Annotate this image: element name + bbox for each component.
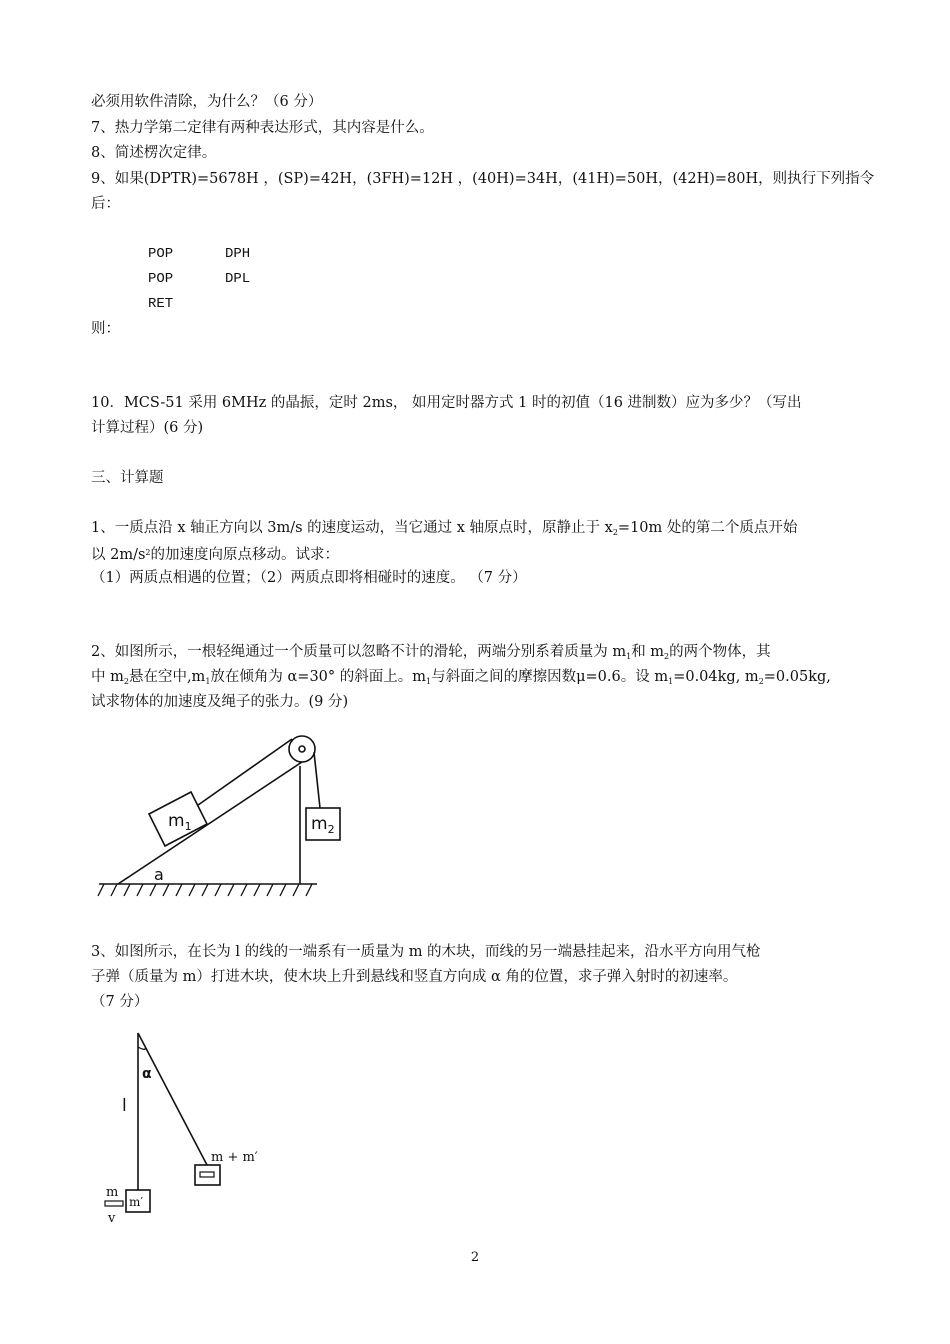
- block-combined: [195, 1165, 220, 1185]
- pulley-axle: [299, 746, 305, 752]
- code-op-1: POP: [148, 246, 174, 262]
- code-arg-1: DPH: [225, 246, 251, 262]
- incline-surface: [118, 762, 302, 884]
- length-label: l: [122, 1096, 127, 1116]
- pulley-wheel: [289, 736, 315, 762]
- alpha-label: α: [142, 1066, 152, 1082]
- page-number: 2: [470, 1250, 480, 1265]
- calc-1-line-3: （1）两质点相遇的位置；（2）两质点即将相碰时的速度。 （7 分）: [91, 570, 527, 586]
- question-10-line-2: 计算过程）(6 分): [91, 420, 204, 436]
- question-9-then: 则：: [91, 321, 120, 337]
- calc-3-line-2: 子弹（质量为 m）打进木块，使木块上升到悬线和竖直方向成 α 角的位置，求子弹入射时的初速率。: [91, 969, 738, 985]
- section-3-heading: 三、计算题: [91, 470, 164, 486]
- bullet: [105, 1201, 123, 1206]
- rope-incline: [191, 739, 292, 810]
- question-10-line-1: 10．MCS-51 采用 6MHz 的晶振，定时 2ms， 如用定时器方式 1 时的初值（16 进制数）应为多少？（写出: [91, 395, 802, 411]
- incline-pulley-diagram: [95, 730, 335, 905]
- angle-label: a: [154, 865, 164, 884]
- code-op-2: POP: [148, 271, 174, 287]
- calc-1-line-2: 以 $2m/s^2$的加速度向原点移动。试求：: [91, 547, 340, 563]
- calc-3-line-3: （7 分）: [91, 994, 149, 1010]
- calc-2-line-2: 中 $m_2$悬在空中$,m_1$放在倾角为 α=30° 的斜面上。$m_1$与斜面之间的摩擦因数μ=0.6。设 $m_1=0.04kg$, $m_2=0.05kg$,: [91, 669, 831, 686]
- ground-hatching: [98, 884, 312, 896]
- ballistic-pendulum-diagram: [95, 1025, 275, 1230]
- code-arg-2: DPL: [225, 271, 251, 287]
- code-op-3: RET: [148, 296, 174, 312]
- rope-hanging: [314, 752, 320, 808]
- bullet-mass-label: m: [106, 1185, 119, 1200]
- question-9-line-1: 9、如果(DPTR)=5678H ，(SP)=42H，(3FH)=12H ，(40H)=34H，(41H)=50H，(42H)=80H，则执行下列指令: [91, 171, 875, 187]
- combined-mass-label: m + m′: [211, 1150, 258, 1165]
- question-7: 7、热力学第二定律有两种表达形式，其内容是什么。: [91, 120, 434, 136]
- calc-3-line-1: 3、如图所示，在长为 l 的线的一端系有一质量为 m 的木块，而线的另一端悬挂起来，沿水平方向用气枪: [91, 944, 761, 960]
- swung-string: [138, 1033, 207, 1165]
- question-6-continuation: 必须用软件清除，为什么？（6 分）: [91, 94, 323, 110]
- calc-2-line-3: 试求物体的加速度及绳子的张力。(9 分): [91, 694, 349, 710]
- m2-label: $m_2$: [311, 814, 335, 836]
- calc-1-line-1: 1、一质点沿 x 轴正方向以 3m/s 的速度运动，当它通过 x 轴原点时，原静止于 $x_2=10m$ 处的第二个质点开始: [91, 520, 798, 537]
- block-mass-label: m′: [129, 1195, 144, 1209]
- question-9-line-2: 后：: [91, 196, 120, 212]
- question-8: 8、简述楞次定律。: [91, 145, 217, 161]
- bullet-velocity-label: v: [108, 1211, 116, 1226]
- m1-label: $m_1$: [168, 811, 192, 833]
- calc-2-line-1: 2、如图所示，一根轻绳通过一个质量可以忽略不计的滑轮，两端分别系着质量为 $m_1$和 $m_2$的两个物体，其: [91, 644, 771, 661]
